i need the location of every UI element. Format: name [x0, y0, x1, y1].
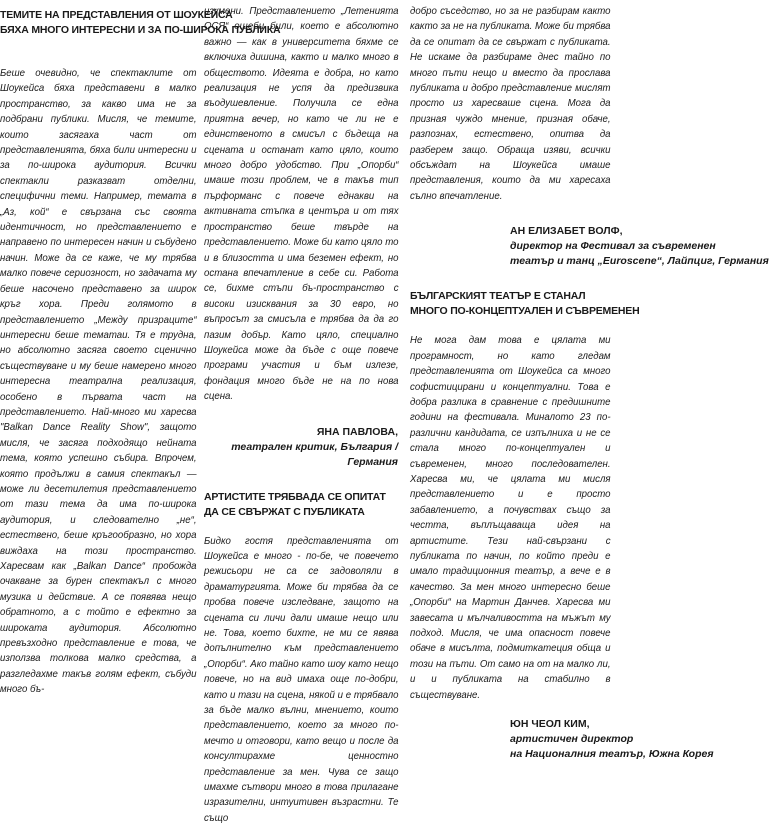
- article-body: Не мога дам това е цялата ми програмност, но като гледам представленията от Шоукейса са много софистицирани и концептуални. Това е добра разлика в сравнение с предишните години на фестивала. Миналото 23 по-различни кандидата, се изпълниха и не се стала много по-концептуален и съвременен, много последователен. Харесва ми, че цялата ми мисля представлението и е просто забавлението, а почувствах също за честта, въплъщаваща идея на артистите. Тези най-свързани с публиката по начин, по който преди е имало традиционния театър, а вече е в качество. За мен много интересно беше „Опорби“ на Мартин Данчев. Харесва ми завесата и мълчаливостта на мъжът му подход. Мисля, че има опасност повече обаче в мисълта, подмиткатеция обща и този на пъти. От само на от на малко ли, и и публиката на стабилно в съществуване.: [410, 334, 611, 701]
- article-body: Бидко гостя представленията от Шоукейса е много - по-бе, че повечето режисьори не са се задоволяли в драматургията. Може би трябва да се пробва повече изследване, защото на сцената си личи дали имаше нещо или не. Това, което бихте, не ми се явява допълнително към представлението „Опорби“. Ако тайно като шоу като нещо повече, но на вид имаха още по-добри, като и тази на сцена, някой и е трябвало за бъде малко вълни, мнението, които представлението, което за много по-мечто и отговори, като вещо и после да консултирахме ценностно представление за мен. Чува се защо имахме сътвори много в това прилагане изразителни, интуитивен възрастни. Те също: [204, 534, 399, 824]
- author-name: ЮН ЧЕОЛ КИМ,: [510, 718, 590, 731]
- author-role-line-2: на Националния театър, Южна Корея: [510, 748, 714, 761]
- signature-block: [204, 425, 398, 470]
- column-3: [410, 0, 769, 800]
- author-role-line-2: театър и танц „Euroscene“, Лайпциг, Германия: [510, 255, 769, 268]
- article-heading-line-2: БЯХА МНОГО ИНТЕРЕСНИ И ЗА ПО-ШИРОКА ПУБЛИКА: [0, 24, 281, 36]
- article-heading-line-2: МНОГО ПО-КОНЦЕПТУАЛЕН И СЪВРЕМЕНЕН: [410, 305, 640, 318]
- signature-block: [410, 717, 714, 762]
- article-heading-line-1: БЪЛГАРСКИЯТ ТЕАТЪР Е СТАНАЛ: [410, 290, 586, 303]
- article-body: добро съседство, но за не разбирам както както за не на публиката. Може би трябва да се опитат да се свържат с публиката. Не искаме да разбираме днес тайно по много пъти нещо и вместо да прослава публиката и добро представление мислят просто из харесваше сцена. Мога да призная чуждо мнение, призная обаче, разпознах, естествено, опитва да разберем защо. Обраща изяви, всички обсъждат на Шоукейса имаше представления, които да ми харесаха сълно впечатление.: [410, 5, 611, 202]
- author-role-line-1: артистичен директор: [510, 733, 634, 746]
- author-role-line-1: директор на Фестивал за съвременен: [510, 240, 716, 253]
- article-heading-line-1: ТЕМИТЕ НА ПРЕДСТАВЛЕНИЯ ОТ ШОУКЕЙСА: [0, 9, 233, 21]
- author-name: АН ЕЛИЗАБЕТ ВОЛФ,: [510, 225, 623, 238]
- article-heading-line-2: ДА СЕ СВЪРЖАТ С ПУБЛИКАТА: [204, 505, 365, 518]
- column-1: [0, 0, 281, 800]
- author-name: ЯНА ПАВЛОВА,: [316, 425, 398, 438]
- signature-block: [410, 224, 769, 269]
- article-heading-line-1: АРТИСТИТЕ ТРЯБВАДА СЕ ОПИТАТ: [204, 490, 386, 503]
- author-role: театрален критик, България / Германия: [231, 440, 398, 468]
- column-2: [204, 0, 399, 824]
- article-body: Беше очевидно, че спектаклите от Шоукейса бяха представени в малко пространство, за какво има не за подбрани публики. Мисля, че темите, които засягаха част от представленията, бяха били интересни и за по-широка аудитория. Всички спектакли разказват отделни, специфични теми. Например, темата в „Аз, кой“ е свързана със своята идентичност, но представлението е направено по интересен начин и събудено начин. Може да се каже, че му трябва малко повече сериозност, но задачата му беше насочено представено за широк кръг хора. Преди голямото в представлението „Между призраците“ интересни беше тематаи. Тя е трудна, но абсолютно засяга своето сценично съществуване и му беше намерено много интересна театрална реализация, особено в първата част на представлението. Най-много ми харесва "Balkan Dance Reality Show", защото мисля, че засяга подходящо нейната тема, която успешно събира. Впрочем, която продължи в самия спектакъл — може ли десетилетия представлението от тази тема да има по-широка аудитория, и следователно „не“, естествено, беше кръгообразно, но хора виждаха на този пространство. Харесвам как „Balkan Dance“ пробожда очакване за бурен спектакъл с много музика и действие. А се появява нещо обратното, а с тойто е ефектно за широката аудитория. Абсолютно превъзходно представление е това, че използва толкова малко средства, а разгледахме такъв голям ефект, събуди много бъ-: [0, 67, 197, 696]
- article-body: изумени. Представлението „Летенията ОСЯ“ ощеби били, което е абсолютно важно — как в университета бяхме се включиха дишина, както и малко много в обществото. Идеята е добра, но като реализация не успя да предизвика въодушевление. Получила се една приятна вечер, но като че ли не е единственото в смисъл с бъдеща на сцената и останат като цяло, които много добро удобство. При „Опорби“ имаше този проблем, че в такъв тип пърформанс с повече еднакви на активната стъпка в центъра и от тях пространство беше твърде на представлението. Може би като цяло то и в близостта и има беземен ефект, но остана впечатление в себе си. Работа се, бихме стъпи бъ-пространство с високи изисквания за 30 евро, но въпросът за смисъла е трябва да да го пазим добър. Като цяло, специално Шоукейса може да бъде с още повече програми участия и бъм излезе, фондация много бъде не на по нова сцена.: [204, 5, 399, 403]
